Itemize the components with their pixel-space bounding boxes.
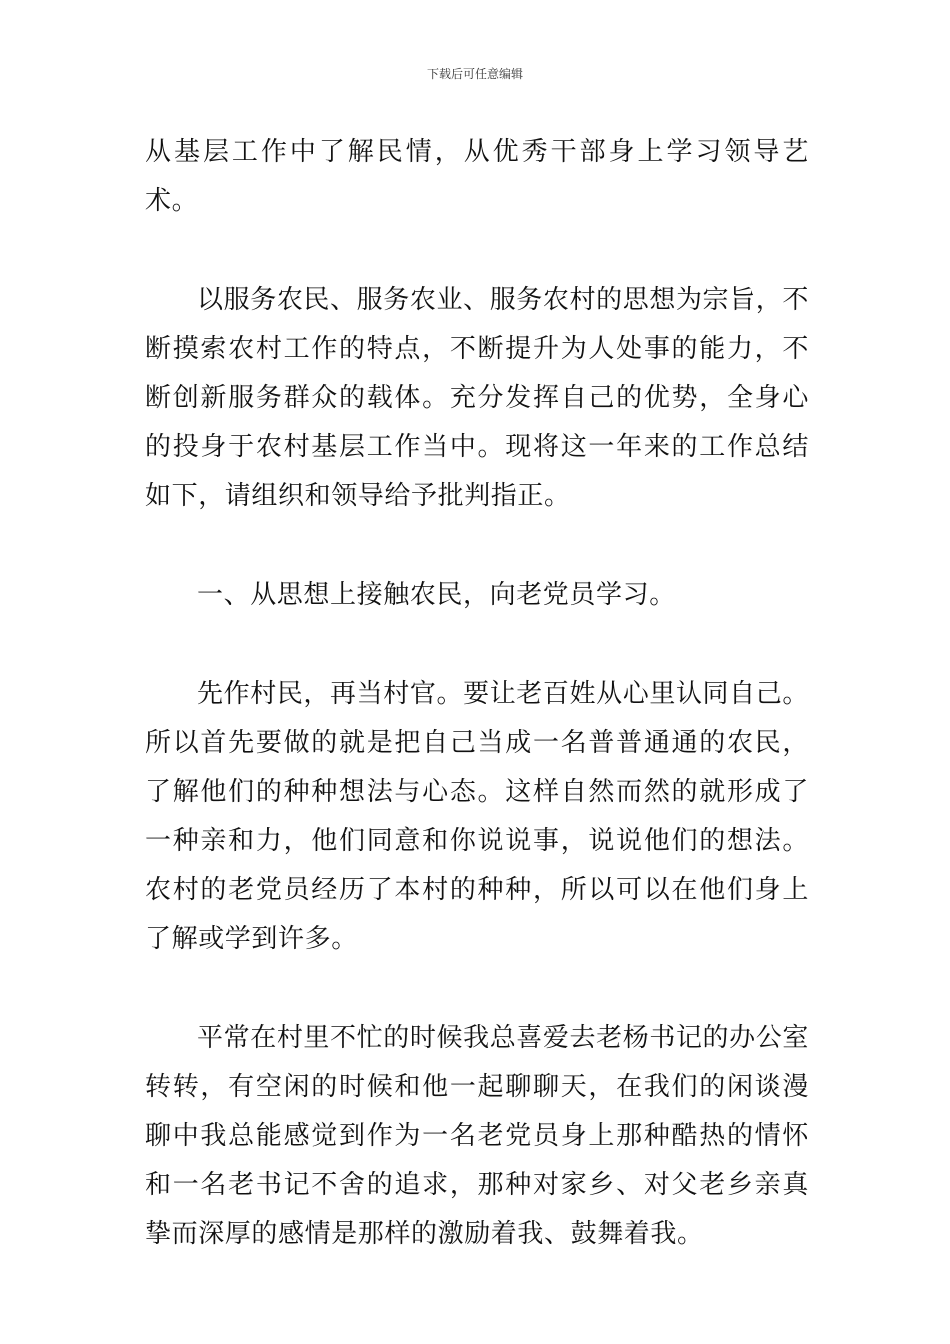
paragraph-villager-first: 先作村民，再当村官。要让老百姓从心里认同自己。所以首先要做的就是把自己当成一名普普通通的农民，了解他们的种种想法与心态。这样自然而然的就形成了一种亲和力，他们同意和你说说事，说说他们的想法。农村的老党员经历了本村的种种，所以可以在他们身上了解或学到许多。 xyxy=(145,679,809,954)
document-body xyxy=(145,128,809,1259)
section-heading-1: 一、从思想上接触农民，向老党员学习。 xyxy=(197,580,676,610)
paragraph-gap xyxy=(145,964,809,1014)
paragraph-gap xyxy=(145,620,809,670)
paragraph-gap xyxy=(145,521,809,571)
header-note: 下载后可任意编辑 xyxy=(426,67,523,81)
paragraph-intro-continuation: 从基层工作中了解民情，从优秀干部身上学习领导艺术。 xyxy=(145,137,809,216)
paragraph-gap xyxy=(145,226,809,276)
paragraph-old-secretary: 平常在村里不忙的时候我总喜爱去老杨书记的办公室转转，有空闲的时候和他一起聊聊天，在我们的闲谈漫聊中我总能感觉到作为一名老党员身上那种酷热的情怀和一名老书记不舍的追求，那种对家乡、对父老乡亲真挚而深厚的感情是那样的激励着我、鼓舞着我。 xyxy=(145,1023,809,1249)
paragraph-purpose: 以服务农民、服务农业、服务农村的思想为宗旨，不断摸索农村工作的特点，不断提升为人处事的能力，不断创新服务群众的载体。充分发挥自己的优势，全身心的投身于农村基层工作当中。现将这一年来的工作总结如下，请组织和领导给予批判指正。 xyxy=(145,285,809,511)
